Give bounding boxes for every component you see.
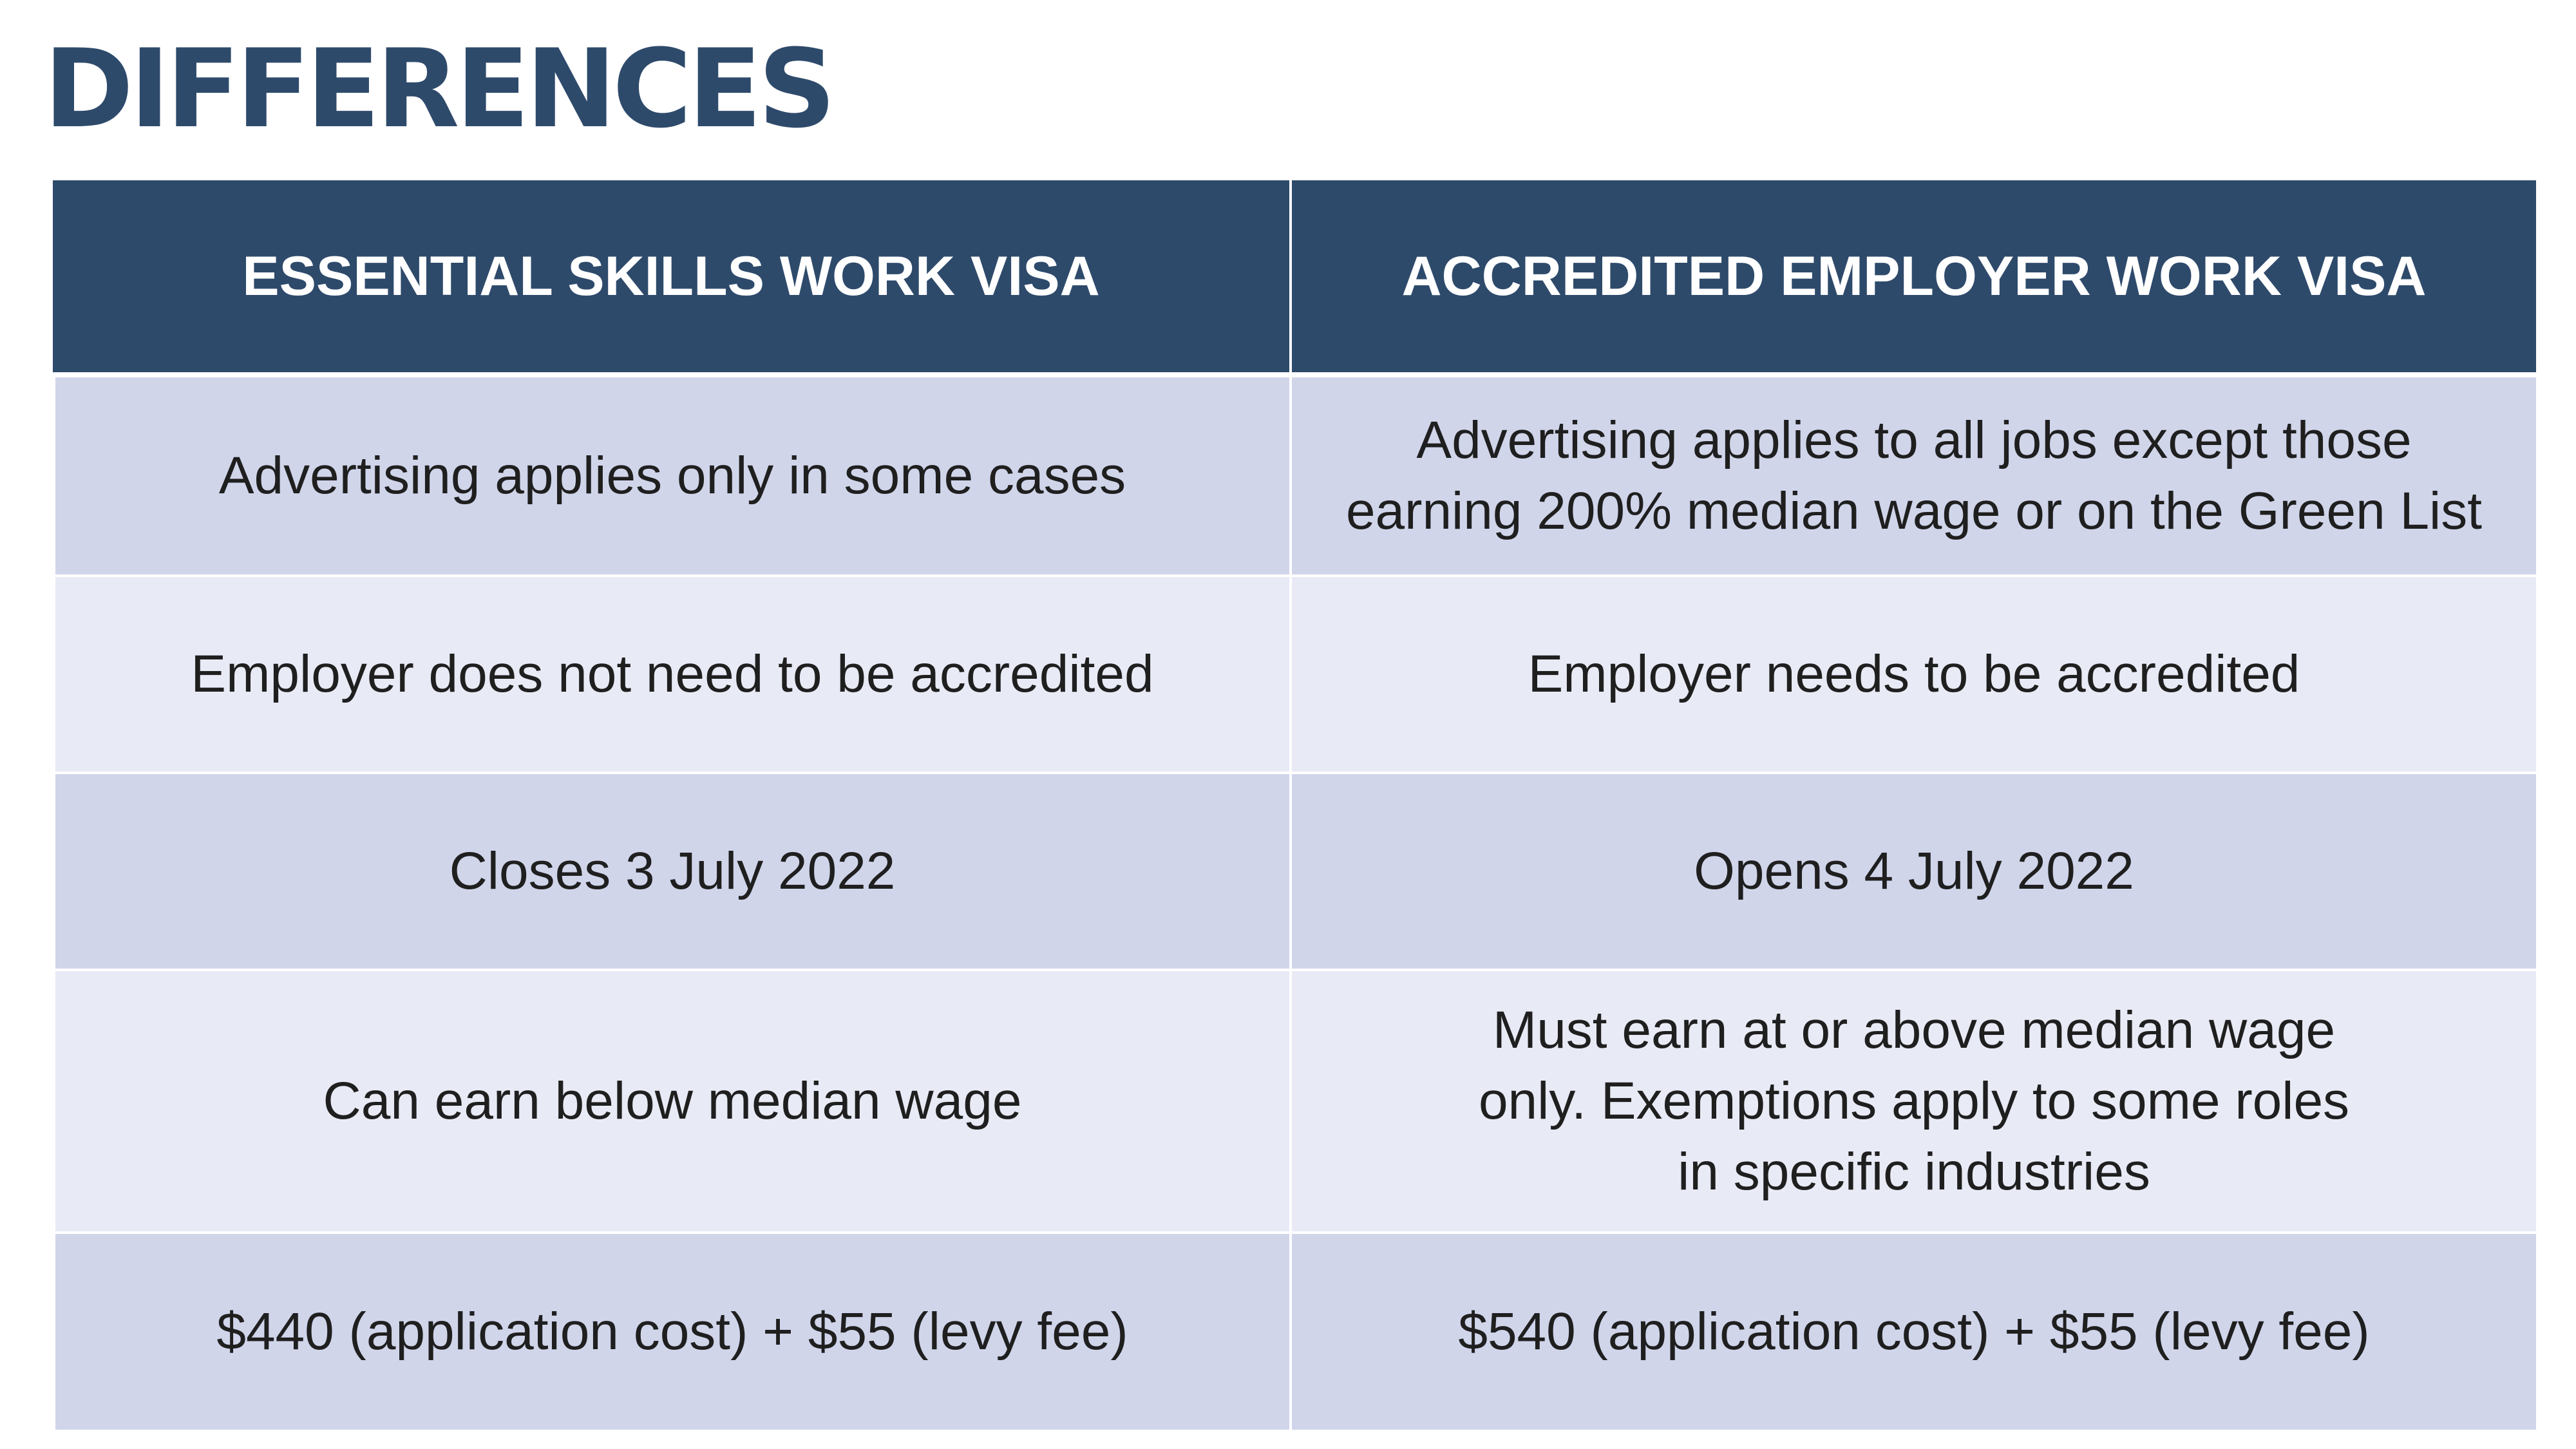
table-cell: Closes 3 July 2022 [53, 772, 1289, 969]
comparison-table [53, 180, 2536, 1430]
table-cell: Opens 4 July 2022 [1289, 772, 2536, 969]
table-header-essential-skills: ESSENTIAL SKILLS WORK VISA [53, 180, 1289, 377]
table-cell: Advertising applies to all jobs except those earning 200% median wage or on the Green List [1289, 377, 2536, 574]
table-cell: Employer needs to be accredited [1289, 574, 2536, 772]
table-cell: Must earn at or above median wage only. Exemptions apply to some roles in specific industries [1289, 969, 2536, 1231]
table-cell: Can earn below median wage [53, 969, 1289, 1231]
table-header-accredited-employer: ACCREDITED EMPLOYER WORK VISA [1289, 180, 2536, 377]
table-cell: Advertising applies only in some cases [53, 377, 1289, 574]
table-cell: $540 (application cost) + $55 (levy fee) [1289, 1231, 2536, 1430]
table-cell: Employer does not need to be accredited [53, 574, 1289, 772]
page-title: DIFFERENCES [44, 26, 833, 152]
table-cell: $440 (application cost) + $55 (levy fee) [53, 1231, 1289, 1430]
